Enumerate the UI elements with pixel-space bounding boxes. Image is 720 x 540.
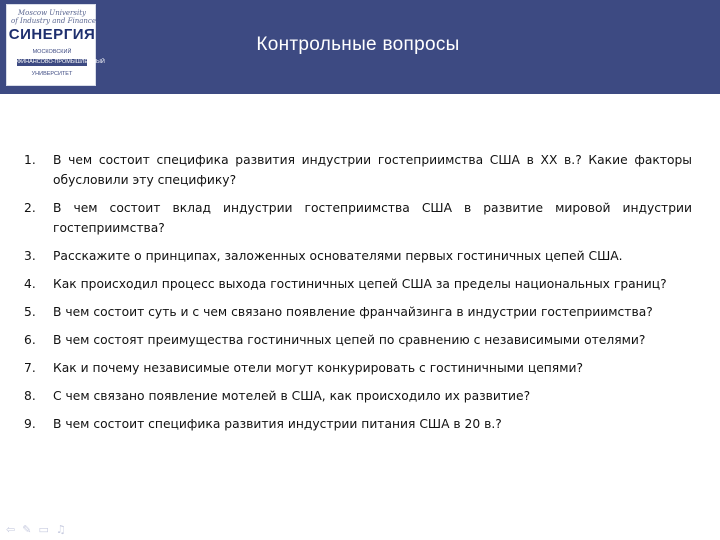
question-number: 3.: [24, 249, 36, 263]
question-text: В чем состоит специфика развития индустрии питания США в 20 в.?: [53, 417, 502, 431]
logo-name: СИНЕРГИЯ: [8, 26, 96, 43]
question-item: [24, 386, 692, 406]
question-text: В чем состоят преимущества гостиничных цепей по сравнению с независимыми отелями?: [53, 333, 646, 347]
question-number: 8.: [24, 389, 36, 403]
question-text: В чем состоит специфика развития индустрии гостеприимства США в XX в.? Какие факторы обусловили эту специфику?: [53, 153, 692, 187]
question-text: Как и почему независимые отели могут конкурировать с гостиничными цепями?: [53, 361, 583, 375]
speaker-icon[interactable]: ♫: [55, 523, 66, 536]
screen-icon[interactable]: ▭: [38, 523, 49, 536]
arrow-left-icon[interactable]: ⇦: [6, 523, 16, 536]
slide-title-wrap: [0, 34, 720, 56]
question-number: 6.: [24, 333, 36, 347]
question-item: [24, 414, 692, 434]
question-item: [24, 246, 692, 266]
question-text: Расскажите о принципах, заложенных основателями первых гостиничных цепей США.: [53, 249, 623, 263]
question-text: С чем связано появление мотелей в США, как происходило их развитие?: [53, 389, 531, 403]
logo-sub-line-2: ФИНАНСОВО-ПРОМЫШЛЕННЫЙ: [17, 59, 105, 65]
question-item: [24, 302, 692, 322]
logo-script-line-2: of Industry and Finance: [11, 17, 96, 25]
question-item: [24, 150, 692, 190]
header-bar: [0, 0, 720, 94]
question-text: Как происходил процесс выхода гостиничных цепей США за пределы национальных границ?: [53, 277, 667, 291]
slide-nav-toolbar: [6, 524, 66, 536]
question-number: 2.: [24, 201, 36, 215]
logo-script-line-1: Moscow University: [17, 9, 86, 17]
question-number: 4.: [24, 277, 36, 291]
pen-icon[interactable]: ✎: [22, 523, 32, 536]
question-text: В чем состоит суть и с чем связано появление франчайзинга в индустрии гостеприимства?: [53, 305, 653, 319]
question-item: [24, 274, 692, 294]
logo-sub-line-1: МОСКОВСКИЙ: [32, 49, 72, 55]
questions-list: [24, 150, 692, 442]
question-number: 5.: [24, 305, 36, 319]
question-text: В чем состоит вклад индустрии гостеприимства США в развитие мировой индустрии гостеприимства?: [53, 201, 692, 235]
question-item: [24, 358, 692, 378]
question-item: [24, 330, 692, 350]
question-number: 1.: [24, 153, 36, 167]
logo-sub-line-3: УНИВЕРСИТЕТ: [31, 71, 73, 77]
question-number: 7.: [24, 361, 36, 375]
question-item: [24, 198, 692, 238]
slide-title: Контрольные вопросы: [256, 34, 460, 55]
question-number: 9.: [24, 417, 36, 431]
